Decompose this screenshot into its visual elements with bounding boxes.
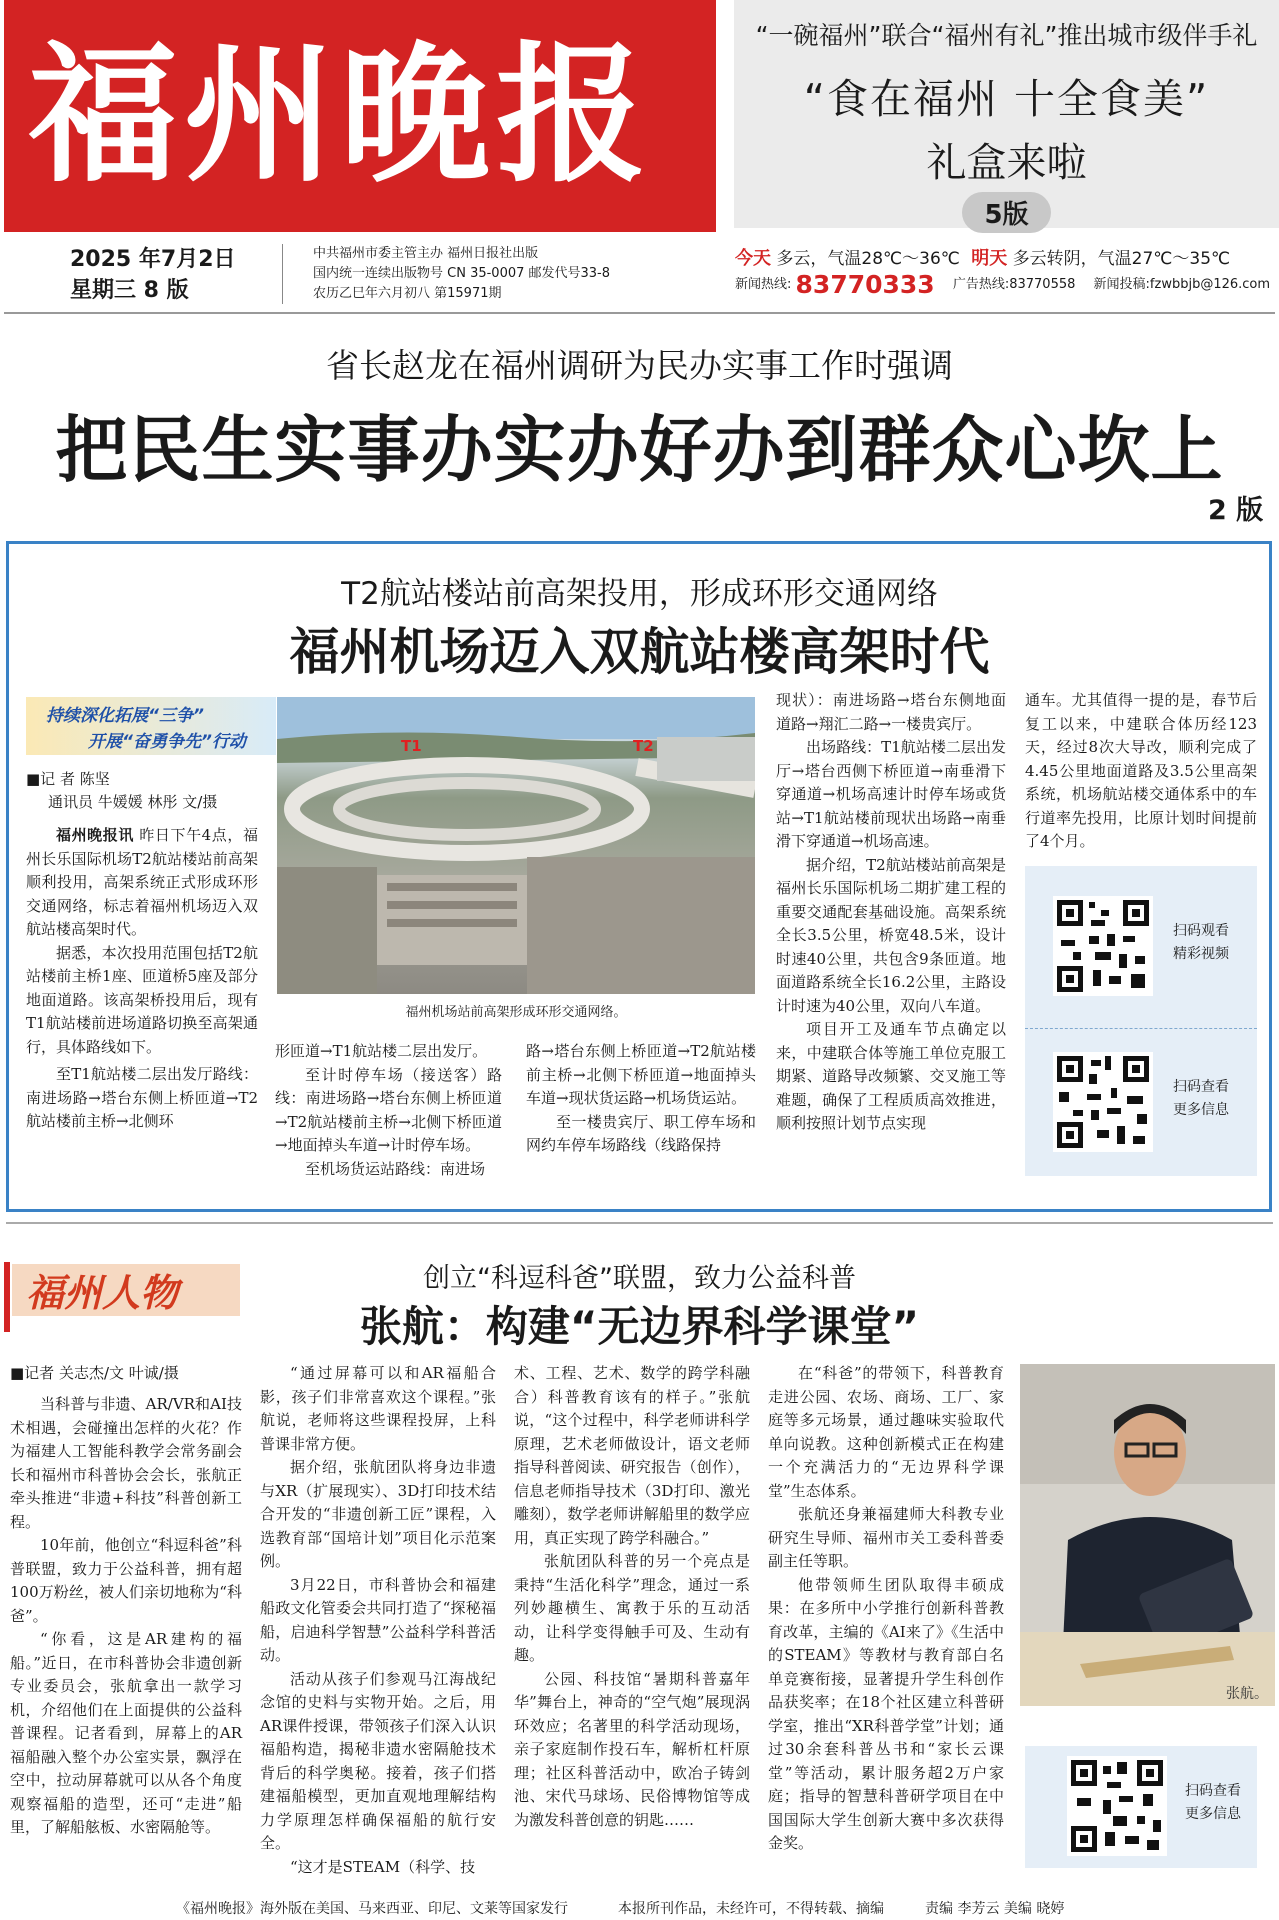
- airport-col1-para2: 据悉，本次投用范围包括T2航站楼前主桥1座、匝道桥5座及部分地面道路。该高架桥投用后，现有T1航站楼前进场道路切换至高架通行，具体路线如下。: [26, 943, 258, 1056]
- publication-info: [282, 244, 610, 304]
- airport-col2-para3: 至机场货运站路线：南进场: [305, 1159, 486, 1178]
- people-qr-caption-line1: 扫码查看: [1185, 1783, 1241, 1799]
- airport-col5-para1: 通车。尤其值得一提的是，春节后复工以来，中建联合体历经123天，经过8次大导改，顺利完成了4.45公里地面道路及3.5公里高架系统，机场航站楼交通体系中的车行道率先投用，比原计划时间提前了4个月。: [1025, 691, 1257, 850]
- airport-photo-caption: 福州机场站前高架形成环形交通网络。: [405, 1005, 627, 1020]
- ground-area: [277, 867, 377, 994]
- photo-label-t1: T1: [401, 737, 422, 755]
- qr-video-caption: [1173, 920, 1229, 966]
- weather-tomorrow-label: 明天: [971, 248, 1008, 269]
- banner-line-2: 开展“奋勇争先”行动: [88, 732, 246, 752]
- photo-label-t2: T2: [633, 737, 654, 755]
- photo-caption: 张航。: [1226, 1686, 1268, 1702]
- people-col-4: [768, 1362, 1004, 1856]
- people-col2-para3: 3月22日，市科普协会和福建船政文化管委会共同打造了“探秘福船，启迪科学智慧”公益科学科普活动。: [260, 1575, 496, 1664]
- airport-col3-para1: 路→塔台东侧上桥匝道→T2航站楼前主桥→北侧下桥匝道→地面掉头车道→现状货运路→机场货运站。: [526, 1042, 756, 1107]
- news-hotline-number: 83770333: [795, 270, 935, 299]
- airport-col3-para2: 至一楼贵宾厅、职工停车场和网约车停车场路线（线路保持: [526, 1112, 756, 1154]
- airport-col-2: [275, 1040, 502, 1181]
- people-qr-caption-line2: 更多信息: [1185, 1806, 1241, 1822]
- banner-line-1: 持续深化拓展“三争”: [46, 706, 204, 726]
- promo-page-badge[interactable]: 5版: [962, 192, 1050, 233]
- lunar-date-line: 农历乙巳年六月初八 第15971期: [313, 286, 502, 301]
- people-headline[interactable]: 张航：构建“无边界科学课堂”: [359, 1302, 920, 1351]
- qr-code-icon: [1053, 1052, 1153, 1152]
- people-qr-caption: [1185, 1780, 1241, 1826]
- weather-bar: [735, 244, 1230, 270]
- people-col4-para3: 他带领师生团队取得丰硕成果：在多所中小学推行创新科普教育改革，主编的《AI来了》《生活中的STEAM》等教材与教育部白名单竞赛衔接，显著提升学生科创作品获奖率；在18个社区建立科普研学室，推出“XR科普学堂”计划；通过30余套科普丛书和“家长云课堂”等活动，累计服务超2万户家庭；指导的智慧科普研学项目在中国国际大学生创新大赛中多次获得金奖。: [768, 1575, 1004, 1852]
- weather-today: 多云，气温28℃～36℃: [776, 249, 960, 269]
- section-logo-text: 福州人物: [26, 1270, 179, 1315]
- issn-line: 国内统一连续出版物号 CN 35-0007 邮发代号33-8: [313, 266, 611, 281]
- people-col-1: [10, 1362, 242, 1840]
- lead-page-ref[interactable]: 2 版: [1208, 495, 1264, 526]
- airport-col4-para4: 项目开工及通车节点确定以来，中建联合体等施工单位克服工期紧、道路导改频繁、交叉施工等难题，确保了工程质质高效推进，顺利按照计划节点实现: [776, 1020, 1006, 1132]
- airport-col2-para2: 至计时停车场（接送客）路线：南进场路→塔台东侧上桥匝道→T2航站楼前主桥→北侧下桥匝道→地面掉头车道→计时停车场。: [275, 1065, 502, 1154]
- footer-editors: 责编 李芳云 美编 晓婷: [925, 1901, 1065, 1917]
- airport-col-1: [26, 768, 258, 1134]
- people-col3-para2: 张航团队科普的另一个亮点是秉持“生活化科学”理念，通过一系列妙趣横生、寓教于乐的互动活动，让科学变得触手可及、生动有趣。: [514, 1552, 750, 1664]
- weather-tomorrow: 多云转阴，气温27℃～35℃: [1012, 249, 1231, 269]
- airport-qr-panel: [1025, 866, 1257, 1176]
- promo-line-3: 礼盒来啦: [926, 140, 1087, 186]
- masthead: [4, 0, 716, 232]
- qr-code-people-more-info[interactable]: [1067, 1756, 1167, 1856]
- airport-photo: [277, 697, 755, 994]
- qr-code-more-info[interactable]: [1053, 1052, 1153, 1152]
- construction-site: [527, 857, 755, 994]
- people-col2-para2: 据介绍，张航团队将身边非遗与XR（扩展现实）、3D打印技术结合开发的“非遗创新工匠”课程，入选教育部“国培计划”项目化示范案例。: [260, 1458, 496, 1570]
- qr-more-caption: [1173, 1076, 1229, 1122]
- footer-overseas: 《福州晚报》海外版在美国、马来西亚、印尼、文莱等国家发行: [176, 1901, 568, 1917]
- people-qr-panel: [1025, 1746, 1257, 1868]
- promo-box[interactable]: [734, 0, 1279, 228]
- qr-panel-divider: [1025, 1028, 1257, 1029]
- airport-col1-para3: 至T1航站楼二层出发厅路线：南进场路→塔台东侧上桥匝道→T2航站楼前主桥→北侧环: [26, 1065, 258, 1130]
- people-col2-para4: 活动从孩子们参观马江海战纪念馆的史料与实物开始。之后，用AR课件授课，带领孩子们深入认识福船构造，揭秘非遗水密隔舱技术背后的科学奥秘。接着，孩子们搭建福船模型，更加直观地理解结构力学原理怎样确保福船的航行安全。: [260, 1669, 496, 1852]
- qr-code-icon: [1067, 1756, 1167, 1856]
- lead-headline[interactable]: 把民生实事办实办好办到群众心坎上: [55, 408, 1224, 492]
- qr-more-caption-line1: 扫码查看: [1173, 1079, 1229, 1095]
- qr-video-caption-line2: 精彩视频: [1173, 946, 1229, 962]
- zhang-hang-photo: [1020, 1364, 1275, 1706]
- qr-code-icon: [1053, 896, 1153, 996]
- airport-col4-para1: 现状）：南进场路→塔台东侧地面道路→翔汇二路→一楼贵宾厅。: [776, 691, 1006, 733]
- ring-road-inner: [339, 783, 595, 835]
- t2-terminal: [657, 737, 755, 781]
- campaign-banner: [26, 697, 276, 755]
- hotlines: [735, 270, 1270, 299]
- header-rule: [4, 312, 1275, 314]
- sky: [277, 697, 755, 739]
- people-col-3: [514, 1362, 750, 1832]
- airport-col1-para1: 昨日下午4点，福州长乐国际机场T2航站楼站前高架顺利投用，高架系统正式形成环形交通网络，标志着福州机场迈入双航站楼高架时代。: [26, 826, 258, 938]
- people-col1-para2: 10年前，他创立“科逗科爸”科普联盟，致力于公益科普，拥有超100万粉丝，被人们亲切地称为“科爸”。: [10, 1536, 242, 1625]
- ad-hotline: 广告热线:83770558: [952, 277, 1076, 292]
- people-col2-para1: “通过屏幕可以和AR福船合影，孩子们非常喜欢这个课程。”张航说，老师将这些课程投屏，上科普课非常方便。: [260, 1364, 496, 1453]
- weather-today-label: 今天: [735, 248, 771, 269]
- people-col1-para3: “你看，这是AR建构的福船。”近日，在市科普协会非遗创新专业委员会，张航拿出一款学习机，介绍他们在上面提供的公益科普课程。记者看到，屏幕上的AR福船融入整个办公室实景，飘浮在空中，拉动屏幕就可以从各个角度观察福船的造型，还可“走进”船里，了解船舷板、水密隔舱等。: [10, 1630, 242, 1836]
- people-kicker: 创立“科逗科爸”联盟，致力公益科普: [423, 1263, 856, 1294]
- airport-col4-para3: 据介绍，T2航站楼站前高架是福州长乐国际机场二期扩建工程的重要交通配套基础设施。高架系统全长3.5公里，桥宽48.5米，设计时速40公里，共包含9条匝道。地面道路系统全长16.2公里，主路设计时速为40公里，双向八车道。: [776, 855, 1006, 1015]
- publisher-line: 中共福州市委主管主办 福州日报社出版: [313, 246, 539, 261]
- people-col1-para1: 当科普与非遗、AR/VR和AI技术相遇，会碰撞出怎样的火花？作为福建人工智能科教学会常务副会长和福州市科普协会会长，张航正牵头推进“非遗+科技”科普创新工程。: [10, 1395, 242, 1531]
- airport-col4-para2: 出场路线：T1航站楼二层出发厅→塔台西侧下桥匝道→南垂滑下穿通道→机场高速计时停车场或货站→T1航站楼前现状出场路→南垂滑下穿通道→机场高速。: [776, 738, 1006, 850]
- issue-date: [70, 244, 236, 306]
- airport-col-3: [526, 1040, 756, 1158]
- airport-kicker: T2航站楼站前高架投用，形成环形交通网络: [341, 576, 938, 612]
- airport-byline-correspondents: 通讯员 牛媛媛 林彤 文/摄: [48, 793, 218, 811]
- masthead-logo: 福州晚报: [28, 27, 653, 203]
- qr-code-video[interactable]: [1053, 896, 1153, 996]
- lead-kicker: 省长赵龙在福州调研为民办实事工作时强调: [326, 346, 953, 385]
- people-byline: ■记者 关志杰/文 叶诚/摄: [10, 1364, 179, 1382]
- people-col4-para1: 在“科爸”的带领下，科普教育走进公园、农场、商场、工厂、家庭等多元场景，通过趣味实验取代单向说教。这种创新模式正在构建一个充满活力的“无边界科学课堂”生态体系。: [768, 1364, 1004, 1500]
- weekday-line: 星期三 8 版: [70, 278, 189, 303]
- people-col3-para1: 术、工程、艺术、数学的跨学科融合）科普教育该有的样子。”张航说，“这个过程中，科学老师讲科学原理，艺术老师做设计，语文老师指导科普阅读、研究报告（创作），信息老师指导技术（3D打印、激光雕刻），数学老师讲解船里的数学应用，真正实现了跨学科融合。”: [514, 1364, 750, 1547]
- qr-more-caption-line2: 更多信息: [1173, 1102, 1229, 1118]
- people-col3-para3: 公园、科技馆“暑期科普嘉年华”舞台上，神奇的“空气炮”展现涡环效应；名著里的科学活动现场，亲子家庭制作投石车，解析杠杆原理；社区科普活动中，欧冶子铸剑池、宋代马球场、民俗博物馆等成为激发科普创意的钥匙……: [514, 1669, 750, 1829]
- submission-email: 新闻投稿:fzwbbjb@126.com: [1093, 277, 1271, 292]
- section-divider: [6, 1222, 1273, 1224]
- airport-col-4: [776, 689, 1006, 1136]
- airport-elevated-road-image: [277, 697, 755, 994]
- qr-video-caption-line1: 扫码观看: [1173, 923, 1229, 939]
- portrait-image: [1020, 1364, 1275, 1706]
- airport-col2-para1: 形匝道→T1航站楼二层出发厅。: [275, 1042, 488, 1060]
- promo-line-2: “食在福州 十全食美”: [803, 75, 1210, 123]
- date-line: 2025 年7月2日: [70, 247, 236, 272]
- promo-line-1: “一碗福州”联合“福州有礼”推出城市级伴手礼: [755, 21, 1258, 50]
- people-col2-para5: “这才是STEAM（科学、技: [290, 1857, 476, 1876]
- footer-copyright: 本报所刊作品，未经许可，不得转载、摘编: [618, 1901, 884, 1917]
- people-col4-para2: 张航还身兼福建师大科教专业研究生导师、福州市关工委科普委副主任等职。: [768, 1505, 1004, 1570]
- news-hotline-label: 新闻热线:: [735, 277, 792, 292]
- airport-col-5: [1025, 689, 1257, 854]
- airport-headline[interactable]: 福州机场迈入双航站楼高架时代: [289, 623, 990, 681]
- dateline-label: 福州晚报讯: [56, 826, 134, 844]
- airport-byline-reporter: ■记 者 陈坚: [26, 770, 110, 788]
- people-col-2: [260, 1362, 496, 1879]
